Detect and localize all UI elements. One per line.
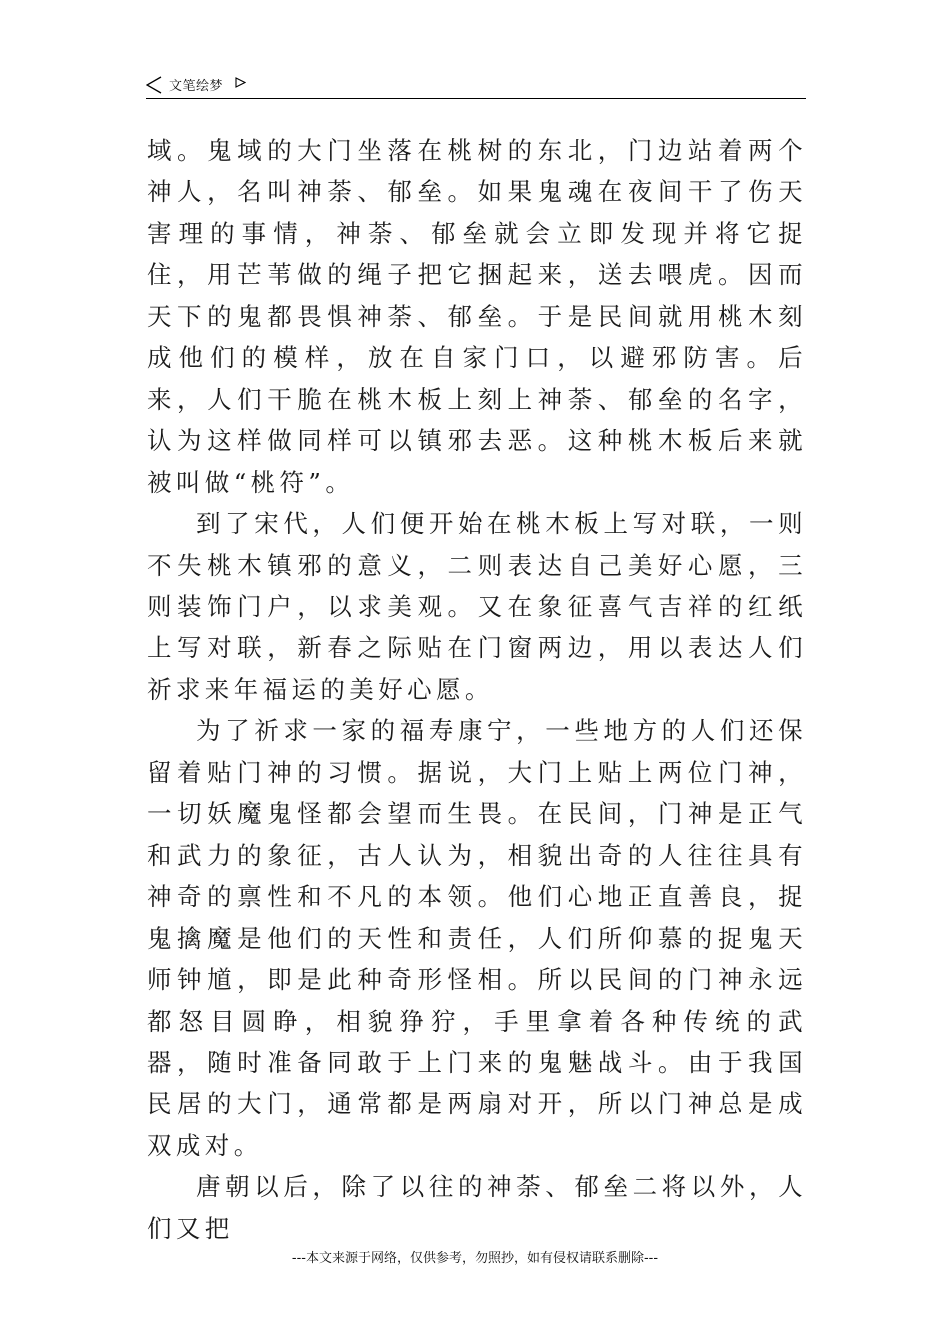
paragraph: 唐朝以后，除了以往的神荼、郁垒二将以外，人们又把 xyxy=(147,1172,807,1243)
document-body xyxy=(147,130,807,1249)
header-title: 文笔绘梦 xyxy=(169,79,224,94)
paragraph: 为了祈求一家的福寿康宁，一些地方的人们还保留着贴门神的习惯。据说，大门上贴上两位门神，一切妖魔鬼怪都会望而生畏。在民间，门神是正气和武力的象征，古人认为，相貌出奇的人往往具有神奇的禀性和不凡的本领。他们心地正直善良，捉鬼擒魔是他们的天性和责任，人们所仰慕的捉鬼天师钟馗，即是此种奇形怪相。所以民间的门神永远都怒目圆睁，相貌狰狞，手里拿着各种传统的武器，随时准备同敢于上门来的鬼魅战斗。由于我国民居的大门，通常都是两扇对开，所以门神总是成双成对。 xyxy=(147,716,807,1160)
right-triangle-icon xyxy=(235,77,246,88)
page-header xyxy=(146,72,806,99)
left-triangle-icon xyxy=(146,76,162,94)
paragraph: 到了宋代，人们便开始在桃木板上写对联，一则不失桃木镇邪的意义，二则表达自己美好心愿，三则装饰门户，以求美观。又在象征喜气吉祥的红纸上写对联，新春之际贴在门窗两边，用以表达人们祈求来年福运的美好心愿。 xyxy=(147,509,807,704)
footer-disclaimer: ---本文来源于网络，仅供参考，勿照抄，如有侵权请联系删除--- xyxy=(291,1251,659,1266)
paragraph: 域。鬼域的大门坐落在桃树的东北，门边站着两个神人，名叫神荼、郁垒。如果鬼魂在夜间干了伤天害理的事情，神荼、郁垒就会立即发现并将它捉住，用芒苇做的绳子把它捆起来，送去喂虎。因而天下的鬼都畏惧神荼、郁垒。于是民间就用桃木刻成他们的模样，放在自家门口，以避邪防害。后来，人们干脆在桃木板上刻上神荼、郁垒的名字，认为这样做同样可以镇邪去恶。这种桃木板后来就被叫做“桃符”。 xyxy=(147,136,807,497)
